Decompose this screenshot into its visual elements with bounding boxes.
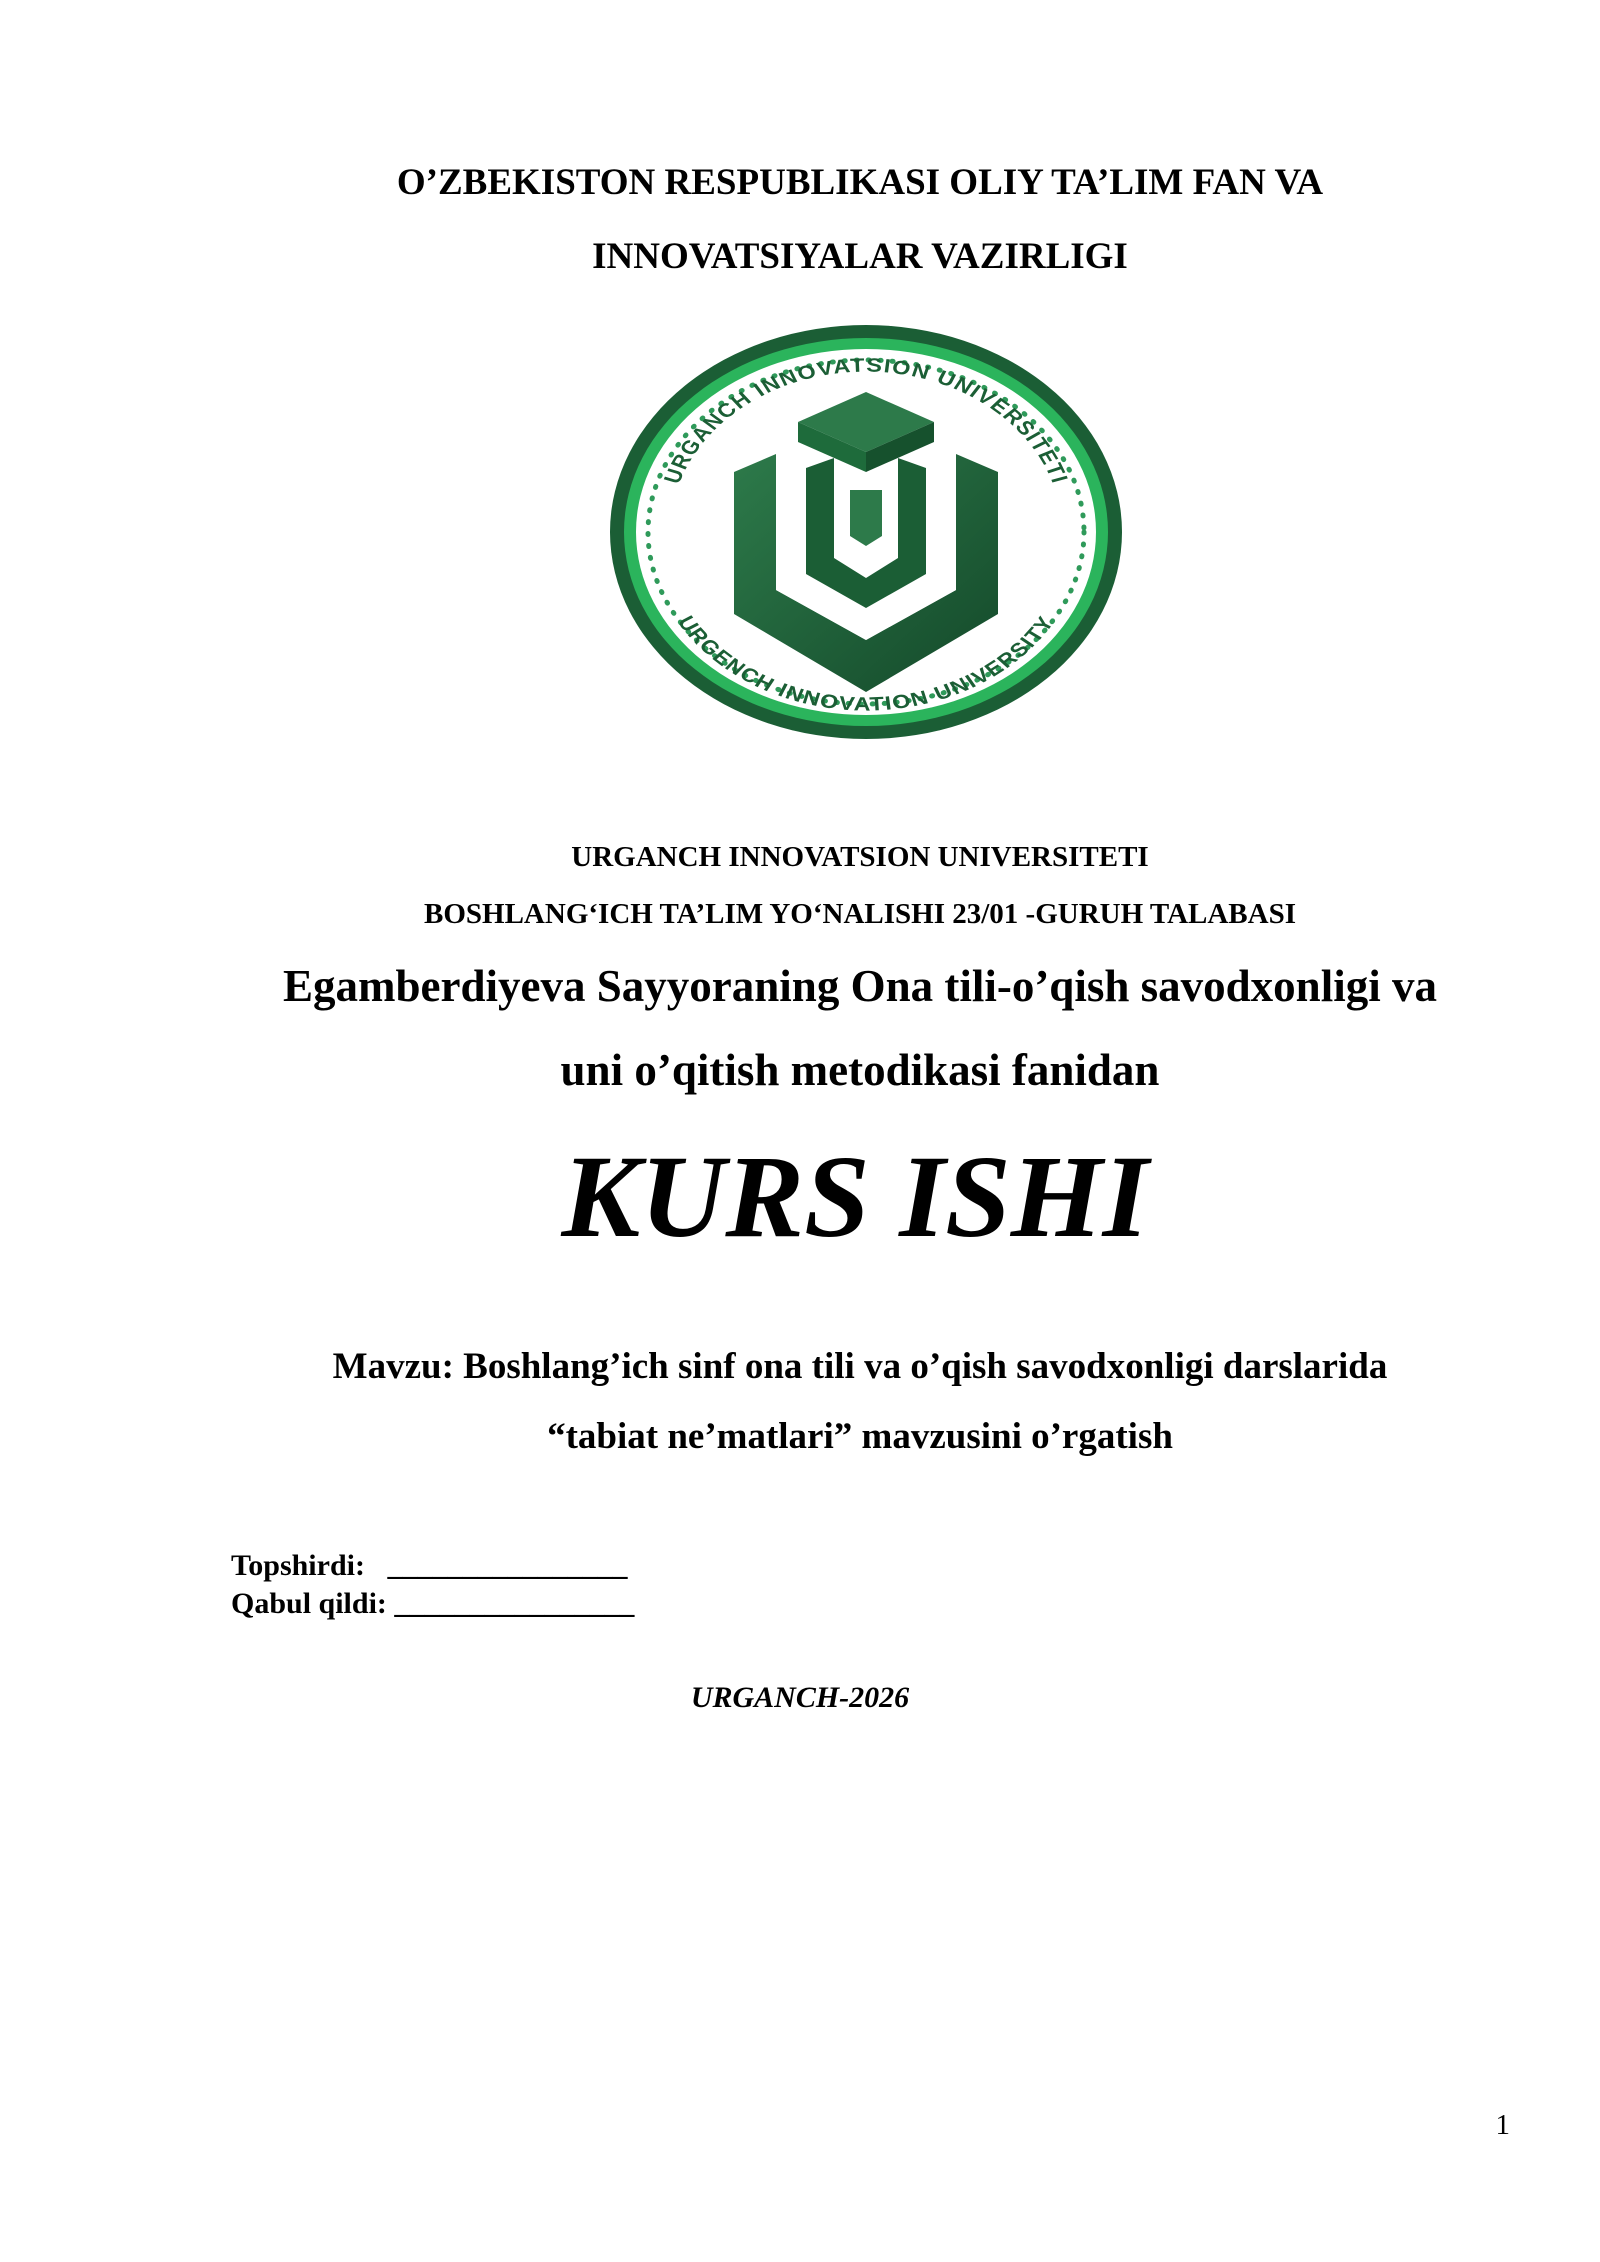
ministry-title-line-2: INNOVATSIYALAR VAZIRLIGI [592,236,1128,277]
topic [60,1332,1600,1472]
logo-top-arc-text: URGANCH INNOVATSION UNIVERSITETI [658,354,1074,487]
accepted-by-field: Qabul qildi: ________________ [231,1587,635,1620]
ministry-title [60,146,1600,294]
document-type-title: KURS ISHI [561,1131,1149,1262]
topic-line-2: “tabiat ne’matlari” mavzusini o’rgatish [547,1416,1173,1457]
university-logo [606,322,1126,742]
logo-bottom-arc-text: URGENCH INNOVATION UNIVERSITY [672,612,1060,716]
program-group-line: BOSHLANG‘ICH TA’LIM YO‘NALISHI 23/01 -GURUH TALABASI [424,898,1296,930]
student-subject-line-2: uni o’qitish metodikasi fanidan [560,1045,1160,1095]
student-subject [60,944,1600,1112]
ministry-title-line-1: O’ZBEKISTON RESPUBLIKASI OLIY TA’LIM FAN VA [396,162,1324,203]
student-subject-line-1: Egamberdiyeva Sayyoraning Ona tili-o’qish savodxonligi va [283,961,1437,1011]
university-name: URGANCH INNOVATSION UNIVERSITETI [571,841,1149,873]
page-number: 1 [1495,2109,1510,2141]
city-year: URGANCH-2026 [690,1681,910,1714]
submitted-by-field: Topshirdi: ________________ [231,1549,628,1582]
topic-line-1: Mavzu: Boshlang’ich sinf ona tili va o’qish savodxonligi darslarida [332,1346,1388,1387]
